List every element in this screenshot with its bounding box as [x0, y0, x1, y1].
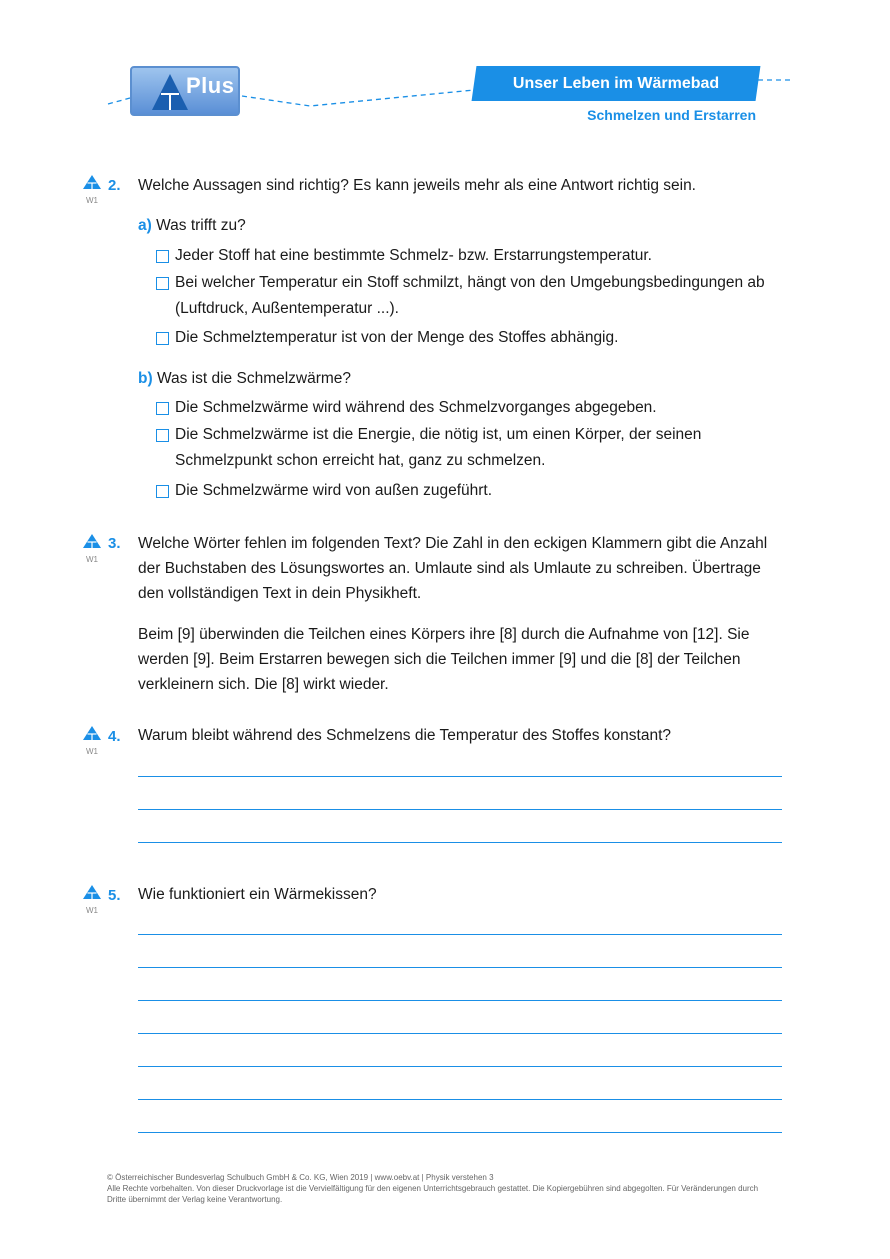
answer-line[interactable]	[138, 776, 782, 777]
checkbox[interactable]	[156, 402, 169, 415]
subtask-label: a)	[138, 217, 152, 234]
option-text: Jeder Stoff hat eine bestimmte Schmelz- bzw. Erstarrungstemperatur.	[175, 247, 652, 264]
task-level-icon	[82, 725, 102, 741]
option-text: Bei welcher Temperatur ein Stoff schmilzt, hängt von den Umgebungsbedingungen ab (Luftdruck, Außentemperatur ...).	[175, 274, 765, 317]
answer-option[interactable]	[156, 325, 786, 351]
task-level-label: W1	[86, 747, 98, 756]
task-number: 2.	[108, 177, 121, 194]
section-subtitle: Schmelzen und Erstarren	[587, 107, 756, 123]
task-level-icon	[82, 174, 102, 190]
answer-line[interactable]	[138, 809, 782, 810]
answer-option[interactable]	[156, 478, 786, 504]
answer-line[interactable]	[138, 1132, 782, 1133]
option-text: Die Schmelztemperatur ist von der Menge des Stoffes abhängig.	[175, 329, 619, 346]
answer-line[interactable]	[138, 967, 782, 968]
task-level-label: W1	[86, 196, 98, 205]
answer-option[interactable]	[156, 422, 786, 474]
task-question: Welche Wörter fehlen im folgenden Text? Die Zahl in den eckigen Klammern gibt die Anzahl der Buchstaben des Lösungswortes an. Umlaute sind als Umlaute zu schreiben. Übertrage den vollständigen Text in dein Physikheft.	[138, 535, 768, 602]
chapter-banner	[472, 66, 761, 101]
logo-text: Plus	[186, 73, 235, 98]
task-level-label: W1	[86, 555, 98, 564]
task-question: Wie funktioniert ein Wärmekissen?	[138, 886, 377, 903]
cloze-text: Beim [9] überwinden die Teilchen eines Körpers ihre [8] durch die Aufnahme von [12]. Sie werden [9]. Beim Erstarren bewegen sich die Teilchen immer [9] und die [8] der Teilchen verkleinern sich. Die [8] wirkt wieder.	[138, 626, 750, 693]
answer-line[interactable]	[138, 1066, 782, 1067]
task-number: 4.	[108, 728, 121, 745]
task-level-label: W1	[86, 906, 98, 915]
checkbox[interactable]	[156, 277, 169, 290]
task-question: Welche Aussagen sind richtig? Es kann jeweils mehr als eine Antwort richtig sein.	[138, 177, 696, 194]
subtask-question: Was trifft zu?	[156, 217, 246, 234]
answer-line[interactable]	[138, 842, 782, 843]
footer-line-2: Alle Rechte vorbehalten. Von dieser Druckvorlage ist die Vervielfältigung für den eigenen Unterrichtsgebrauch gestattet. Die Kopiergebühren sind abgegolten. Für Veränderungen durch Dritte übernimmt der Verlag keine Verantwortung.	[107, 1184, 759, 1204]
task-number: 3.	[108, 535, 121, 552]
subtask-question: Was ist die Schmelzwärme?	[156, 370, 352, 387]
answer-option[interactable]	[156, 270, 786, 322]
task-number: 5.	[108, 887, 121, 904]
option-text: Die Schmelzwärme ist die Energie, die nötig ist, um einen Körper, der seinen Schmelzpunkt schon erreicht hat, ganz zu schmelzen.	[175, 426, 702, 469]
answer-line[interactable]	[138, 934, 782, 935]
task-level-icon	[82, 533, 102, 549]
subtask-label: b)	[138, 370, 153, 387]
triangle-logo-icon	[150, 72, 190, 112]
answer-option[interactable]	[156, 395, 786, 421]
subtask-a	[138, 213, 788, 238]
task-level-icon	[82, 884, 102, 900]
checkbox[interactable]	[156, 429, 169, 442]
answer-line[interactable]	[138, 1099, 782, 1100]
answer-line[interactable]	[138, 1000, 782, 1001]
subtask-b	[138, 366, 788, 391]
answer-line[interactable]	[138, 1033, 782, 1034]
banner-title: Unser Leben im Wärmebad	[512, 74, 720, 92]
checkbox[interactable]	[156, 332, 169, 345]
footer-line-1: © Österreichischer Bundesverlag Schulbuch GmbH & Co. KG, Wien 2019 | www.oebv.at | Physik verstehen 3	[107, 1173, 494, 1182]
copyright-footer	[107, 1172, 767, 1205]
checkbox[interactable]	[156, 485, 169, 498]
checkbox[interactable]	[156, 250, 169, 263]
task-question: Warum bleibt während des Schmelzens die Temperatur des Stoffes konstant?	[138, 727, 672, 744]
option-text: Die Schmelzwärme wird von außen zugeführt.	[175, 482, 493, 499]
answer-option[interactable]	[156, 243, 786, 269]
option-text: Die Schmelzwärme wird während des Schmelzvorganges abgegeben.	[175, 399, 657, 416]
